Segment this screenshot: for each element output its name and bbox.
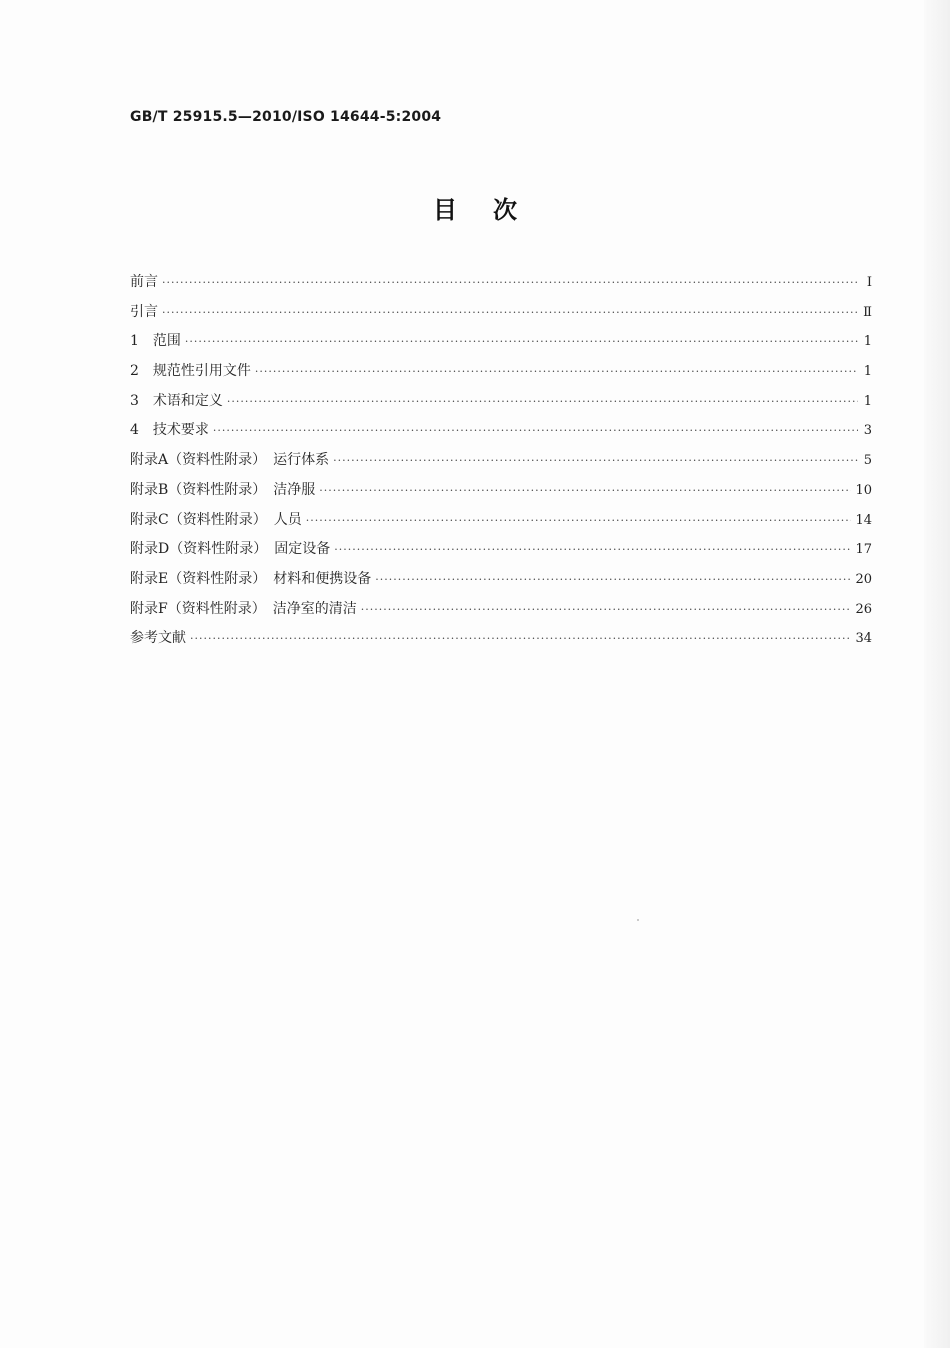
toc-entry-label: 参考文献 — [130, 630, 186, 647]
toc-leader-dots — [334, 535, 851, 565]
toc-entry-label: 附录F（资料性附录） 洁净室的清洁 — [130, 600, 357, 617]
toc-entry-terms-definitions[interactable] — [130, 387, 872, 417]
toc-entry-page: 1 — [863, 393, 872, 409]
toc-entry-page: 34 — [855, 631, 872, 647]
page-title: 目次 — [433, 196, 553, 224]
toc-entry-label: 2 规范性引用文件 — [130, 363, 251, 380]
toc-entry-foreword[interactable] — [130, 268, 872, 298]
toc-leader-dots — [185, 327, 858, 357]
toc-entry-page: 17 — [855, 542, 872, 558]
toc-entry-label: 附录A（资料性附录） 运行体系 — [130, 452, 330, 469]
toc-entry-page: Ⅰ — [866, 275, 872, 290]
toc-entry-page: Ⅱ — [863, 304, 872, 320]
toc-entry-annex-e[interactable] — [130, 565, 872, 595]
toc-entry-label: 附录D（资料性附录） 固定设备 — [130, 541, 331, 558]
toc-leader-dots — [255, 357, 858, 387]
toc-leader-dots — [333, 446, 858, 476]
toc-leader-dots — [319, 476, 851, 506]
toc-entry-annex-f[interactable] — [130, 595, 872, 625]
toc-entry-page: 3 — [863, 423, 872, 439]
toc-leader-dots — [162, 268, 858, 298]
toc-entry-annex-b[interactable] — [130, 476, 872, 506]
toc-entry-label: 引言 — [130, 303, 158, 320]
toc-leader-dots — [306, 506, 852, 536]
document-code: GB/T 25915.5—2010/ISO 14644-5:2004 — [130, 109, 442, 125]
toc-leader-dots — [213, 416, 858, 446]
toc-entry-label: 前言 — [130, 274, 158, 290]
toc-entry-annex-a[interactable] — [130, 446, 872, 476]
table-of-contents — [130, 268, 872, 654]
toc-entry-page: 14 — [855, 512, 872, 528]
toc-leader-dots — [361, 595, 852, 625]
toc-entry-bibliography[interactable] — [130, 624, 872, 654]
toc-leader-dots — [227, 387, 858, 417]
toc-entry-annex-d[interactable] — [130, 535, 872, 565]
toc-entry-page: 10 — [855, 482, 872, 498]
toc-entry-page: 20 — [855, 571, 872, 587]
toc-entry-page: 5 — [863, 453, 872, 469]
scan-speck — [637, 919, 639, 921]
toc-leader-dots — [375, 565, 851, 595]
toc-entry-page: 26 — [855, 601, 872, 617]
toc-entry-label: 1 范围 — [130, 333, 181, 350]
toc-entry-label: 附录E（资料性附录） 材料和便携设备 — [130, 570, 372, 587]
toc-entry-label: 附录C（资料性附录） 人员 — [130, 511, 302, 528]
toc-entry-page: 1 — [863, 334, 872, 350]
toc-entry-technical-requirements[interactable] — [130, 416, 872, 446]
toc-entry-introduction[interactable] — [130, 298, 872, 328]
toc-entry-label: 附录B（资料性附录） 洁净服 — [130, 481, 316, 498]
toc-entry-label: 3 术语和定义 — [130, 392, 223, 409]
toc-leader-dots — [162, 298, 858, 328]
toc-entry-normative-references[interactable] — [130, 357, 872, 387]
toc-entry-scope[interactable] — [130, 327, 872, 357]
toc-entry-page: 1 — [863, 364, 872, 380]
toc-entry-label: 4 技术要求 — [130, 422, 209, 439]
toc-leader-dots — [190, 624, 851, 654]
toc-entry-annex-c[interactable] — [130, 506, 872, 536]
